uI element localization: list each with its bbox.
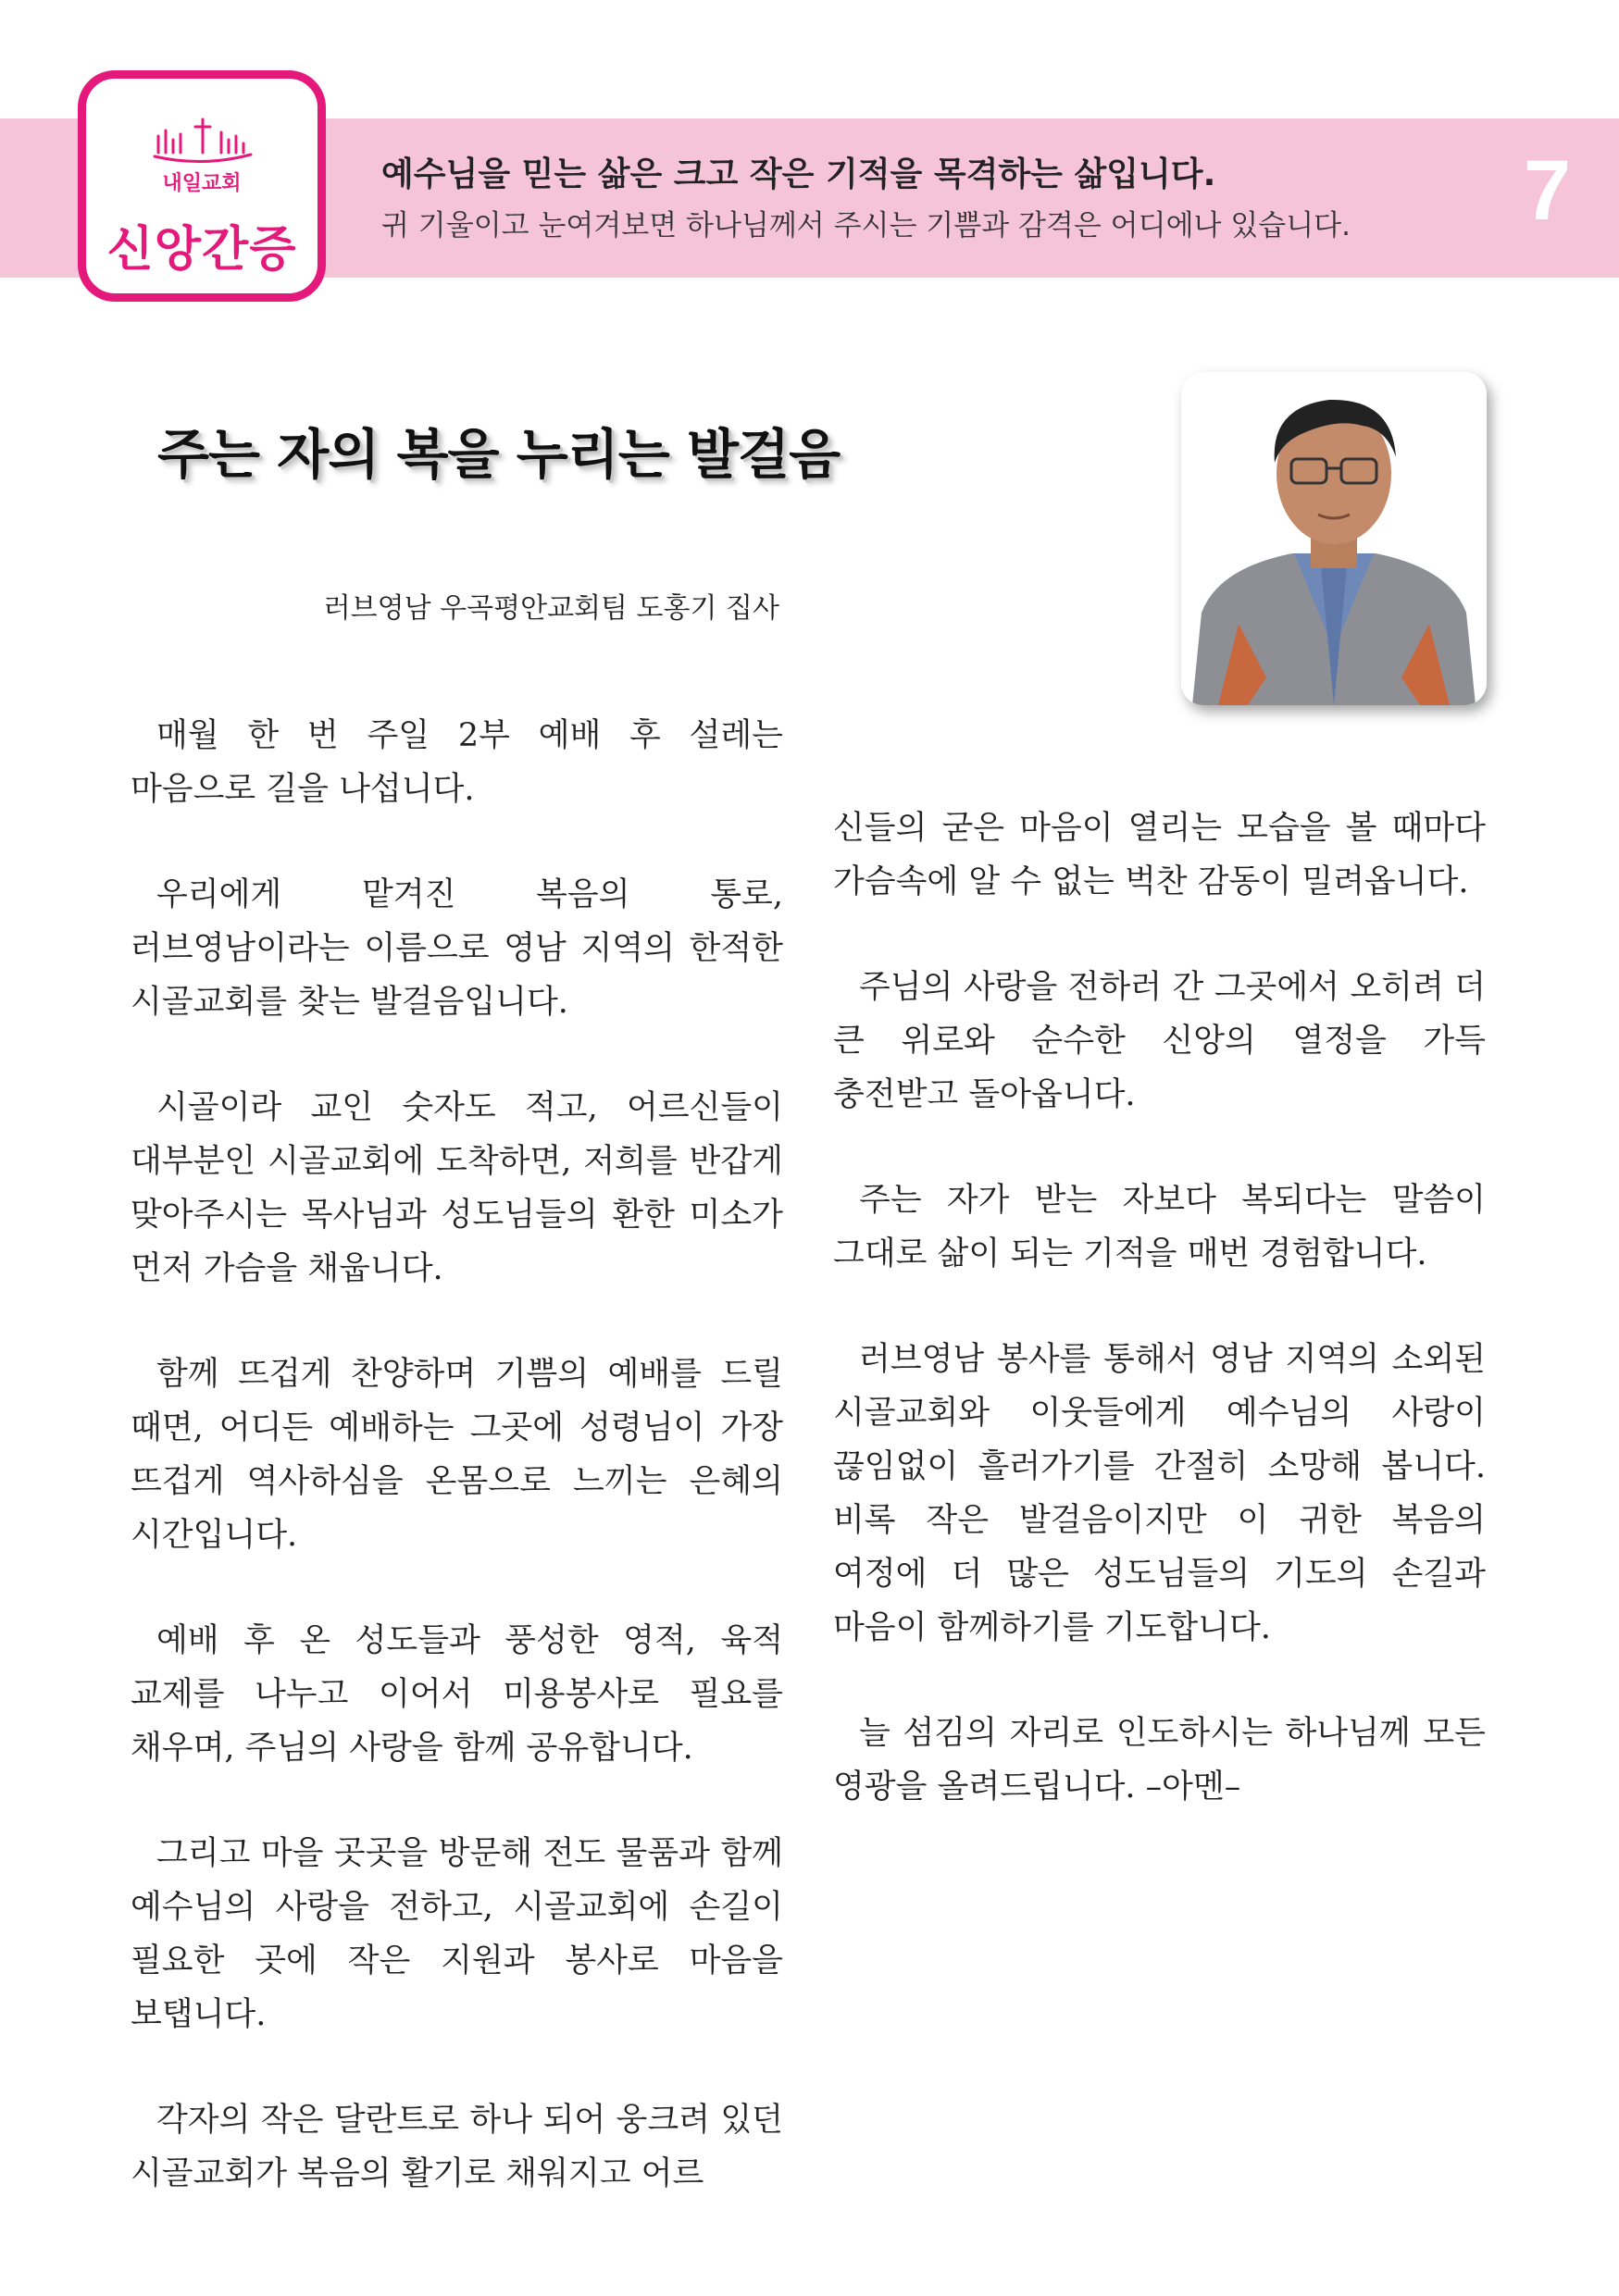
article-column-left bbox=[131, 709, 783, 2253]
article-paragraph: 함께 뜨겁게 찬양하며 기쁨의 예배를 드릴 때면, 어디든 예배하는 그곳에 성령님이 가장 뜨겁게 역사하심을 온몸으로 느끼는 은혜의 시간입니다. bbox=[131, 1356, 783, 1554]
article-paragraph: 신들의 굳은 마음이 열리는 모습을 볼 때마다 가슴속에 알 수 없는 벅찬 감동이 밀려옵니다. bbox=[833, 810, 1486, 900]
page-number: 7 bbox=[1523, 143, 1571, 238]
article-byline: 러브영남 우곡평안교회팀 도홍기 집사 bbox=[323, 592, 779, 625]
author-portrait-image bbox=[1181, 372, 1487, 705]
section-label: 신앙간증 bbox=[106, 222, 297, 278]
article-paragraph: 각자의 작은 달란트로 하나 되어 웅크려 있던 시골교회가 복음의 활기로 채워지고 어르 bbox=[131, 2102, 783, 2192]
church-skyline-icon bbox=[151, 116, 255, 168]
article-paragraph: 매월 한 번 주일 2부 예배 후 설레는 마음으로 길을 나섭니다. bbox=[131, 717, 783, 808]
article-paragraph: 늘 섬김의 자리로 인도하시는 하나님께 모든 영광을 올려드립니다. –아멘– bbox=[833, 1715, 1486, 1806]
author-photo bbox=[1181, 372, 1487, 705]
article-paragraph: 시골이라 교인 숫자도 적고, 어르신들이 대부분인 시골교회에 도착하면, 저희를 반갑게 맞아주시는 목사님과 성도님들의 환한 미소가 먼저 가슴을 채웁니다. bbox=[131, 1089, 783, 1287]
article-paragraph: 우리에게 맡겨진 복음의 통로, 러브영남이라는 이름으로 영남 지역의 한적한 시골교회를 찾는 발걸음입니다. bbox=[131, 876, 783, 1021]
header-subtagline: 귀 기울이고 눈여겨보면 하나님께서 주시는 기쁨과 감격은 어디에나 있습니다. bbox=[381, 209, 1351, 242]
header-tagline: 예수님을 믿는 삶은 크고 작은 기적을 목격하는 삶입니다. bbox=[381, 155, 1216, 193]
article-column-right bbox=[833, 801, 1486, 1866]
article-paragraph: 주님의 사랑을 전하러 간 그곳에서 오히려 더 큰 위로와 순수한 신앙의 열정을 가득 충전받고 돌아옵니다. bbox=[833, 969, 1486, 1113]
church-name: 내일교회 bbox=[162, 172, 242, 195]
article-paragraph: 주는 자가 받는 자보다 복되다는 말씀이 그대로 삶이 되는 기적을 매번 경험합니다. bbox=[833, 1182, 1486, 1272]
article-title: 주는 자의 복을 누리는 발걸음 bbox=[157, 423, 841, 486]
article-paragraph: 예배 후 온 성도들과 풍성한 영적, 육적 교제를 나누고 이어서 미용봉사로 필요를 채우며, 주님의 사랑을 함께 공유합니다. bbox=[131, 1622, 783, 1767]
section-logo bbox=[78, 70, 326, 302]
article-paragraph: 그리고 마을 곳곳을 방문해 전도 물품과 함께 예수님의 사랑을 전하고, 시골교회에 손길이 필요한 곳에 작은 지원과 봉사로 마음을 보탭니다. bbox=[131, 1835, 783, 2033]
article-paragraph: 러브영남 봉사를 통해서 영남 지역의 소외된 시골교회와 이웃들에게 예수님의 사랑이 끊임없이 흘러가기를 간절히 소망해 봅니다. 비록 작은 발걸음이지만 이 귀한 복음의 여정에 더 많은 성도님들의 기도의 손길과 마음이 함께하기를 기도합니다. bbox=[833, 1341, 1486, 1646]
